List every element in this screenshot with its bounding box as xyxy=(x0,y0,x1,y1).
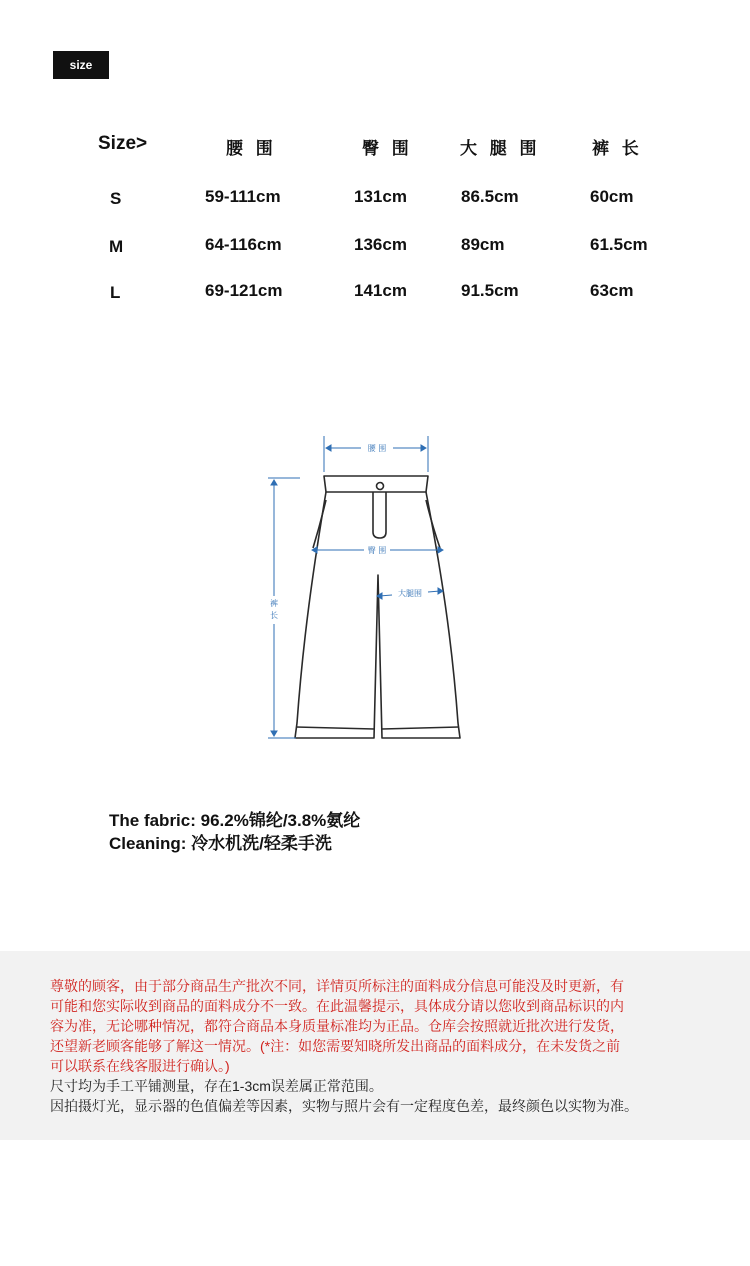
notice-black-line: 因拍摄灯光，显示器的色值偏差等因素，实物与照片会有一定程度色差，最终颜色以实物为准。 xyxy=(50,1098,638,1114)
hip-value: 141cm xyxy=(354,281,407,300)
waist-measure-label: 腰 围 xyxy=(367,444,387,453)
notice-red-line: 容为准，无论哪种情况，都符合商品本身质量标准均为正品。仓库会按照就近批次进行发货， xyxy=(50,1018,624,1034)
header-thigh: 大 腿 围 xyxy=(460,139,541,158)
waist-value: 64-116cm xyxy=(205,235,282,254)
measure-lines xyxy=(268,436,443,738)
fabric-line: The fabric: 96.2%锦纶/3.8%氨纶 xyxy=(109,811,361,830)
pants-outline xyxy=(295,476,460,738)
notice-black-line: 尺寸均为手工平铺测量，存在1-3cm误差属正常范围。 xyxy=(50,1078,383,1094)
size-header: Size> xyxy=(98,133,148,154)
hip-value: 136cm xyxy=(354,235,407,254)
size-s: S xyxy=(110,189,122,208)
length-measure-label-2: 长 xyxy=(270,611,278,620)
header-length: 裤 长 xyxy=(592,139,643,158)
header-waist: 腰 围 xyxy=(226,139,277,158)
notice-red-line: 尊敬的顾客，由于部分商品生产批次不同，详情页所标注的面料成分信息可能没及时更新，有 xyxy=(50,978,624,994)
notice-box xyxy=(0,951,750,1140)
notice-red-line: 可以联系在线客服进行确认。) xyxy=(50,1058,230,1074)
length-value: 63cm xyxy=(590,281,634,300)
pants-diagram xyxy=(0,420,750,780)
header-hip: 臀 围 xyxy=(362,139,413,158)
size-m: M xyxy=(109,237,124,256)
length-value: 61.5cm xyxy=(590,235,648,254)
waist-value: 69-121cm xyxy=(205,281,283,300)
cleaning-line: Cleaning: 冷水机洗/轻柔手洗 xyxy=(109,834,332,853)
hip-measure-label: 臀 围 xyxy=(367,546,387,555)
size-tag: size xyxy=(53,51,109,79)
thigh-measure-label: 大腿围 xyxy=(398,589,422,598)
length-measure-label-1: 裤 xyxy=(270,599,278,608)
size-l: L xyxy=(110,283,121,302)
notice-red-line: 还望新老顾客能够了解这一情况。(*注：如您需要知晓所发出商品的面料成分，在未发货之前 xyxy=(50,1038,621,1054)
thigh-value: 86.5cm xyxy=(461,187,519,206)
thigh-value: 89cm xyxy=(461,235,505,254)
hip-value: 131cm xyxy=(354,187,407,206)
thigh-value: 91.5cm xyxy=(461,281,519,300)
waist-value: 59-111cm xyxy=(205,187,281,206)
notice-red-line: 可能和您实际收到商品的面料成分不一致。在此温馨提示，具体成分请以您收到商品标识的内 xyxy=(50,998,624,1014)
length-value: 60cm xyxy=(590,187,634,206)
